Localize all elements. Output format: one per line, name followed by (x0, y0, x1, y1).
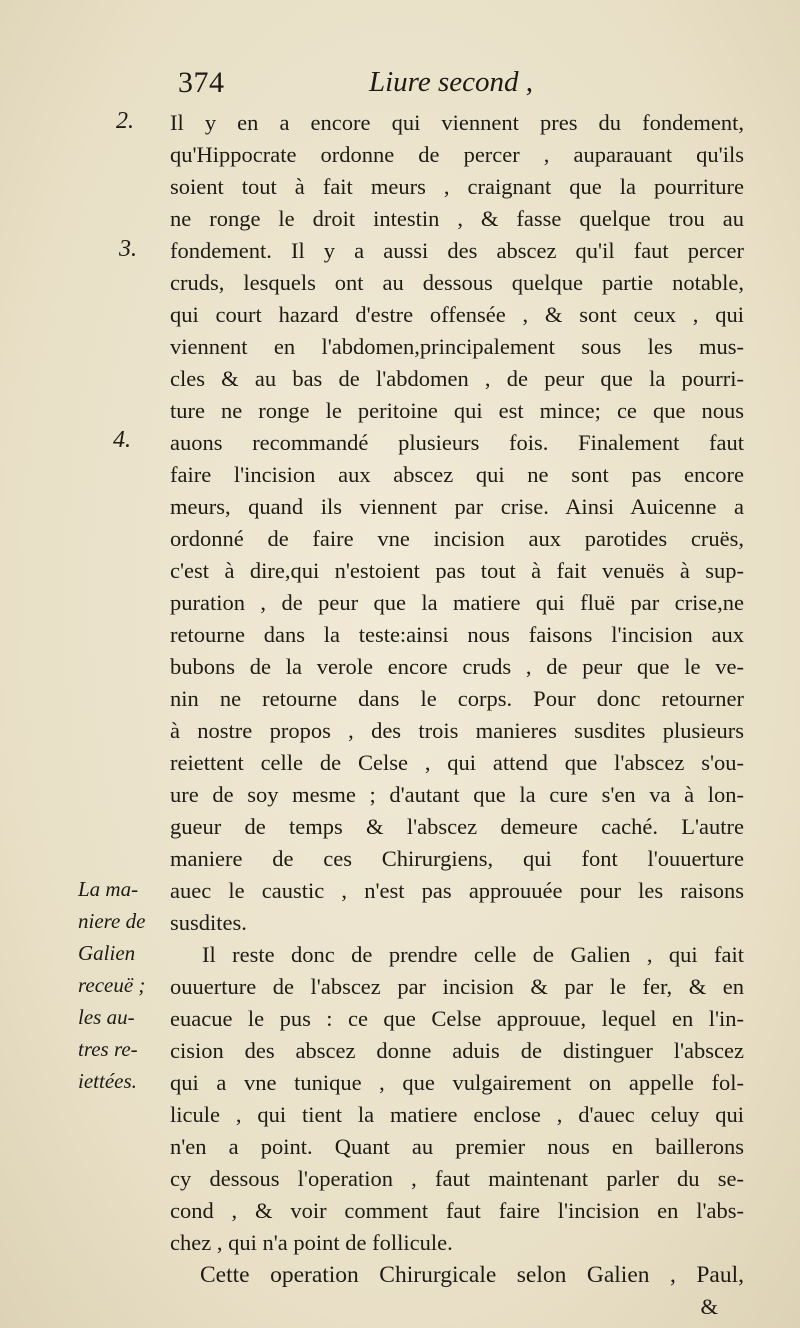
page-number: 374 (178, 66, 225, 99)
text-line: licule , qui tient la matiere enclose , d'auec celuy qui (170, 1102, 744, 1127)
margin-note (78, 873, 168, 1097)
text-line: auec le caustic , n'est pas approuuée pour les raisons (170, 878, 744, 903)
text-line: c'est à dire,qui n'estoient pas tout à fait venuës à sup- (170, 558, 744, 583)
margin-note-line: niere de (78, 909, 146, 933)
text-line: n'en a point. Quant au premier nous en baillerons (170, 1134, 744, 1159)
text-line: ture ne ronge le peritoine qui est mince; ce que nous (170, 398, 744, 423)
text-line: fondement. Il y a aussi des abscez qu'il faut percer (170, 238, 744, 263)
margin-note-line: iettées. (78, 1069, 137, 1093)
text-line: Cette operation Chirurgicale selon Galien , Paul, (200, 1262, 744, 1288)
text-line: euacue le pus : ce que Celse approuue, lequel en l'in- (170, 1006, 744, 1031)
margin-number-3: 3. (119, 236, 137, 262)
text-line: nin ne retourne dans le corps. Pour donc retourner (170, 686, 744, 711)
catchword: & (700, 1294, 718, 1319)
text-line: ouuerture de l'abscez par incision & par le fer, & en (170, 974, 744, 999)
text-line: ordonné de faire vne incision aux parotides cruës, (170, 526, 744, 551)
text-line: gueur de temps & l'abscez demeure caché. L'autre (170, 814, 744, 839)
text-line: cles & au bas de l'abdomen , de peur que la pourri- (170, 366, 744, 391)
text-line: soient tout à fait meurs , craignant que la pourriture (170, 174, 744, 199)
text-line: bubons de la verole encore cruds , de peur que le ve- (170, 654, 744, 679)
margin-number-2: 2. (116, 108, 134, 134)
text-line: qui a vne tunique , que vulgairement on appelle fol- (170, 1070, 744, 1095)
text-line: reiettent celle de Celse , qui attend que l'abscez s'ou- (170, 750, 744, 775)
text-line: Il reste donc de prendre celle de Galien , qui fait (202, 942, 744, 967)
page-header (178, 66, 738, 102)
text-line: ne ronge le droit intestin , & fasse quelque trou au (170, 206, 744, 231)
text-line: cruds, lesquels ont au dessous quelque partie notable, (170, 270, 744, 295)
text-line: puration , de peur que la matiere qui fluë par crise,ne (170, 590, 744, 615)
text-line: cy dessous l'operation , faut maintenant parler du se- (170, 1166, 744, 1191)
margin-number-4: 4. (113, 427, 131, 453)
body-text (170, 107, 744, 1323)
margin-note-line: les au- (78, 1005, 135, 1029)
text-line: faire l'incision aux abscez qui ne sont pas encore (170, 462, 744, 487)
margin-note-line: Galien (78, 941, 136, 965)
text-line: qu'Hippocrate ordonne de percer , auparauant qu'ils (170, 142, 744, 167)
text-line: Il y en a encore qui viennent pres du fondement, (170, 110, 744, 135)
text-line: viennent en l'abdomen,principalement sous les mus- (170, 334, 744, 359)
text-line: maniere de ces Chirurgiens, qui font l'ouuerture (170, 846, 744, 871)
text-line: à nostre propos , des trois manieres susdites plusieurs (170, 718, 744, 743)
margin-note-line: tres re- (78, 1037, 138, 1061)
running-title: Liure second , (369, 66, 534, 98)
text-line: susdites. (170, 910, 247, 935)
margin-note-line: La ma- (78, 877, 139, 901)
text-line: cond , & voir comment faut faire l'incision en l'abs- (170, 1198, 744, 1223)
text-line: qui court hazard d'estre offensée , & sont ceux , qui (170, 302, 744, 327)
margin-note-line: receuë ; (78, 973, 146, 997)
text-line: ure de soy mesme ; d'autant que la cure s'en va à lon- (170, 782, 744, 807)
text-line: meurs, quand ils viennent par crise. Ainsi Auicenne a (170, 494, 744, 519)
text-line: chez , qui n'a point de follicule. (170, 1230, 453, 1255)
text-line: retourne dans la teste:ainsi nous faisons l'incision aux (170, 622, 744, 647)
text-line: auons recommandé plusieurs fois. Finalement faut (170, 430, 744, 455)
text-line: cision des abscez donne aduis de distinguer l'abscez (170, 1038, 744, 1063)
